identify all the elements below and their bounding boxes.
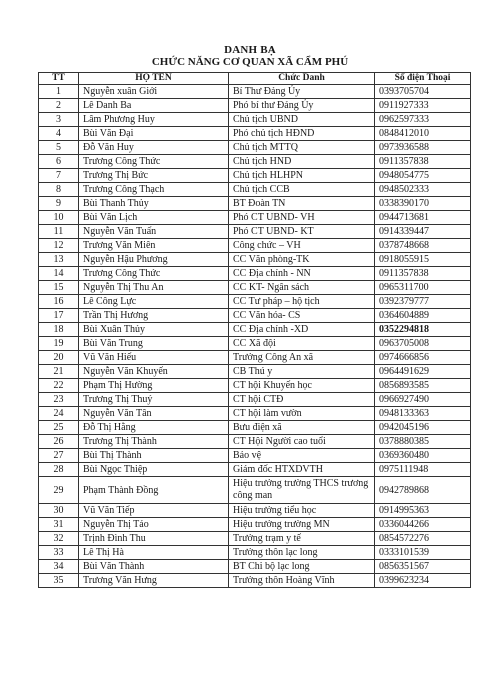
cell-name: Trần Thị Hương bbox=[79, 309, 229, 323]
cell-role: Phó chủ tịch HĐND bbox=[229, 127, 375, 141]
column-header-phone: Số điện Thoại bbox=[375, 73, 471, 85]
cell-tt: 3 bbox=[39, 113, 79, 127]
cell-name: Nguyễn Thị Tảo bbox=[79, 518, 229, 532]
cell-name: Trương Công Thức bbox=[79, 155, 229, 169]
cell-name: Nguyễn xuân Giới bbox=[79, 85, 229, 99]
cell-name: Trịnh Đình Thu bbox=[79, 532, 229, 546]
cell-name: Đỗ Thị Hằng bbox=[79, 421, 229, 435]
cell-role: CC Văn phòng-TK bbox=[229, 253, 375, 267]
cell-tt: 9 bbox=[39, 197, 79, 211]
cell-name: Bùi Văn Trung bbox=[79, 337, 229, 351]
cell-role: Chủ tịch UBND bbox=[229, 113, 375, 127]
cell-name: Lê Công Lực bbox=[79, 295, 229, 309]
cell-tt: 17 bbox=[39, 309, 79, 323]
cell-phone: 0848412010 bbox=[375, 127, 471, 141]
cell-role: Giám đốc HTXDVTH bbox=[229, 463, 375, 477]
cell-phone: 0911357838 bbox=[375, 267, 471, 281]
table-row bbox=[39, 281, 471, 295]
cell-phone: 0352294818 bbox=[375, 323, 471, 337]
cell-name: Bùi Văn Lịch bbox=[79, 211, 229, 225]
cell-tt: 24 bbox=[39, 407, 79, 421]
cell-role: CC Văn hóa- CS bbox=[229, 309, 375, 323]
cell-role: CT hội làm vườn bbox=[229, 407, 375, 421]
cell-role: CC Địa chính - NN bbox=[229, 267, 375, 281]
cell-phone: 0911357838 bbox=[375, 155, 471, 169]
cell-tt: 32 bbox=[39, 532, 79, 546]
cell-phone: 0974666856 bbox=[375, 351, 471, 365]
table-row bbox=[39, 393, 471, 407]
table-row bbox=[39, 407, 471, 421]
table-row bbox=[39, 574, 471, 588]
table-row bbox=[39, 197, 471, 211]
cell-tt: 4 bbox=[39, 127, 79, 141]
cell-tt: 18 bbox=[39, 323, 79, 337]
cell-role: Hiệu trưởng trường MN bbox=[229, 518, 375, 532]
cell-tt: 19 bbox=[39, 337, 79, 351]
cell-name: Bùi Xuân Thủy bbox=[79, 323, 229, 337]
cell-role: CC Địa chính -XD bbox=[229, 323, 375, 337]
cell-phone: 0942045196 bbox=[375, 421, 471, 435]
table-row bbox=[39, 99, 471, 113]
table-row bbox=[39, 351, 471, 365]
cell-role: Chủ tịch CCB bbox=[229, 183, 375, 197]
cell-phone: 0856893585 bbox=[375, 379, 471, 393]
cell-role: Chủ tịch HND bbox=[229, 155, 375, 169]
cell-role: Phó CT UBND- VH bbox=[229, 211, 375, 225]
cell-role: Chủ tịch HLHPN bbox=[229, 169, 375, 183]
cell-tt: 1 bbox=[39, 85, 79, 99]
table-row bbox=[39, 518, 471, 532]
cell-name: Nguyễn Văn Khuyến bbox=[79, 365, 229, 379]
cell-phone: 0914995363 bbox=[375, 504, 471, 518]
cell-tt: 14 bbox=[39, 267, 79, 281]
cell-role: Trưởng trạm y tế bbox=[229, 532, 375, 546]
cell-role: Bí Thư Đảng Ủy bbox=[229, 85, 375, 99]
table-row bbox=[39, 141, 471, 155]
cell-role: Bảo vệ bbox=[229, 449, 375, 463]
cell-tt: 2 bbox=[39, 99, 79, 113]
table-row bbox=[39, 421, 471, 435]
cell-tt: 21 bbox=[39, 365, 79, 379]
cell-phone: 0336044266 bbox=[375, 518, 471, 532]
cell-phone: 0911927333 bbox=[375, 99, 471, 113]
table-row bbox=[39, 546, 471, 560]
cell-name: Phạm Thị Hường bbox=[79, 379, 229, 393]
cell-name: Đỗ Văn Huy bbox=[79, 141, 229, 155]
table-row bbox=[39, 253, 471, 267]
table-row bbox=[39, 435, 471, 449]
page-title: DANH BẠ bbox=[224, 44, 276, 56]
cell-phone: 0962597333 bbox=[375, 113, 471, 127]
cell-tt: 16 bbox=[39, 295, 79, 309]
cell-phone: 0378748668 bbox=[375, 239, 471, 253]
cell-phone: 0973936588 bbox=[375, 141, 471, 155]
cell-name: Vũ Văn Tiếp bbox=[79, 504, 229, 518]
cell-name: Bùi Thanh Thủy bbox=[79, 197, 229, 211]
cell-phone: 0914339447 bbox=[375, 225, 471, 239]
cell-phone: 0948502333 bbox=[375, 183, 471, 197]
cell-role: Hiệu trưởng tiểu học bbox=[229, 504, 375, 518]
cell-name: Trương Thị Thuý bbox=[79, 393, 229, 407]
cell-role: CT Hội Người cao tuổi bbox=[229, 435, 375, 449]
cell-phone: 0392379777 bbox=[375, 295, 471, 309]
cell-tt: 31 bbox=[39, 518, 79, 532]
cell-role: Chủ tịch MTTQ bbox=[229, 141, 375, 155]
cell-phone: 0944713681 bbox=[375, 211, 471, 225]
cell-name: Trương Thị Thành bbox=[79, 435, 229, 449]
cell-role: Phó bí thư Đảng Ủy bbox=[229, 99, 375, 113]
cell-name: Lê Thị Hà bbox=[79, 546, 229, 560]
cell-name: Bùi Văn Đại bbox=[79, 127, 229, 141]
cell-tt: 25 bbox=[39, 421, 79, 435]
cell-name: Bùi Văn Thành bbox=[79, 560, 229, 574]
cell-tt: 26 bbox=[39, 435, 79, 449]
cell-phone: 0942789868 bbox=[375, 477, 471, 504]
cell-tt: 15 bbox=[39, 281, 79, 295]
cell-name: Phạm Thành Đồng bbox=[79, 477, 229, 504]
cell-name: Trương Công Thạch bbox=[79, 183, 229, 197]
cell-role: CC Tư pháp – hộ tịch bbox=[229, 295, 375, 309]
table-header-row bbox=[39, 73, 471, 85]
column-header-tt: TT bbox=[39, 73, 79, 85]
cell-phone: 0966927490 bbox=[375, 393, 471, 407]
cell-name: Trương Công Thức bbox=[79, 267, 229, 281]
table-row bbox=[39, 211, 471, 225]
cell-phone: 0965311700 bbox=[375, 281, 471, 295]
cell-name: Trương Văn Hưng bbox=[79, 574, 229, 588]
table-row bbox=[39, 337, 471, 351]
cell-role: Trưởng Công An xã bbox=[229, 351, 375, 365]
column-header-name: HỌ TÊN bbox=[79, 73, 229, 85]
cell-name: Nguyễn Văn Tân bbox=[79, 407, 229, 421]
cell-role: CT hội Khuyến học bbox=[229, 379, 375, 393]
cell-tt: 35 bbox=[39, 574, 79, 588]
cell-phone: 0338390170 bbox=[375, 197, 471, 211]
cell-tt: 11 bbox=[39, 225, 79, 239]
cell-tt: 12 bbox=[39, 239, 79, 253]
cell-phone: 0856351567 bbox=[375, 560, 471, 574]
table-row bbox=[39, 239, 471, 253]
cell-name: Trương Thị Bức bbox=[79, 169, 229, 183]
cell-tt: 22 bbox=[39, 379, 79, 393]
cell-phone: 0948054775 bbox=[375, 169, 471, 183]
cell-tt: 5 bbox=[39, 141, 79, 155]
cell-role: Công chức – VH bbox=[229, 239, 375, 253]
cell-role: CC KT- Ngân sách bbox=[229, 281, 375, 295]
cell-tt: 10 bbox=[39, 211, 79, 225]
table-row bbox=[39, 225, 471, 239]
cell-phone: 0399623234 bbox=[375, 574, 471, 588]
cell-role: Hiệu trưởng trường THCS trương công man bbox=[229, 477, 375, 504]
table-row bbox=[39, 504, 471, 518]
cell-tt: 23 bbox=[39, 393, 79, 407]
table-row bbox=[39, 169, 471, 183]
table-row bbox=[39, 155, 471, 169]
cell-tt: 33 bbox=[39, 546, 79, 560]
cell-name: Trương Văn Miên bbox=[79, 239, 229, 253]
cell-tt: 6 bbox=[39, 155, 79, 169]
table-row bbox=[39, 309, 471, 323]
cell-phone: 0378880385 bbox=[375, 435, 471, 449]
cell-role: CB Thú y bbox=[229, 365, 375, 379]
cell-phone: 0948133363 bbox=[375, 407, 471, 421]
cell-name: Lê Danh Ba bbox=[79, 99, 229, 113]
table-row bbox=[39, 85, 471, 99]
column-header-role: Chức Danh bbox=[229, 73, 375, 85]
cell-phone: 0963705008 bbox=[375, 337, 471, 351]
cell-role: Trưởng thôn lạc long bbox=[229, 546, 375, 560]
cell-phone: 0975111948 bbox=[375, 463, 471, 477]
cell-phone: 0393705704 bbox=[375, 85, 471, 99]
cell-name: Bùi Thị Thành bbox=[79, 449, 229, 463]
page-subtitle: CHỨC NĂNG CƠ QUAN XÃ CẨM PHÚ bbox=[151, 56, 349, 68]
cell-tt: 29 bbox=[39, 477, 79, 504]
cell-tt: 34 bbox=[39, 560, 79, 574]
cell-phone: 0918055915 bbox=[375, 253, 471, 267]
table-row bbox=[39, 532, 471, 546]
cell-name: Vũ Văn Hiếu bbox=[79, 351, 229, 365]
table-row bbox=[39, 365, 471, 379]
cell-role: CT hội CTĐ bbox=[229, 393, 375, 407]
cell-name: Lâm Phương Huy bbox=[79, 113, 229, 127]
table-row bbox=[39, 379, 471, 393]
cell-name: Nguyễn Thị Thu An bbox=[79, 281, 229, 295]
cell-phone: 0369360480 bbox=[375, 449, 471, 463]
table-row bbox=[39, 113, 471, 127]
table-row bbox=[39, 295, 471, 309]
cell-role: BT Chi bộ lạc long bbox=[229, 560, 375, 574]
table-row bbox=[39, 183, 471, 197]
table-row bbox=[39, 267, 471, 281]
directory-table bbox=[38, 72, 471, 588]
table-row bbox=[39, 449, 471, 463]
cell-tt: 20 bbox=[39, 351, 79, 365]
table-body bbox=[39, 85, 471, 588]
cell-phone: 0333101539 bbox=[375, 546, 471, 560]
cell-role: BT Đoàn TN bbox=[229, 197, 375, 211]
cell-tt: 7 bbox=[39, 169, 79, 183]
cell-phone: 0964491629 bbox=[375, 365, 471, 379]
cell-name: Bùi Ngọc Thiệp bbox=[79, 463, 229, 477]
table-row bbox=[39, 323, 471, 337]
cell-role: Phó CT UBND- KT bbox=[229, 225, 375, 239]
table-row bbox=[39, 463, 471, 477]
cell-name: Nguyễn Hậu Phương bbox=[79, 253, 229, 267]
cell-tt: 8 bbox=[39, 183, 79, 197]
table-row bbox=[39, 477, 471, 504]
cell-phone: 0854572276 bbox=[375, 532, 471, 546]
cell-tt: 30 bbox=[39, 504, 79, 518]
cell-tt: 27 bbox=[39, 449, 79, 463]
cell-tt: 28 bbox=[39, 463, 79, 477]
table-row bbox=[39, 560, 471, 574]
cell-role: CC Xã đội bbox=[229, 337, 375, 351]
cell-tt: 13 bbox=[39, 253, 79, 267]
cell-role: Bưu điện xã bbox=[229, 421, 375, 435]
table-row bbox=[39, 127, 471, 141]
cell-phone: 0364604889 bbox=[375, 309, 471, 323]
cell-role: Trưởng thôn Hoàng Vĩnh bbox=[229, 574, 375, 588]
cell-name: Nguyễn Văn Tuấn bbox=[79, 225, 229, 239]
